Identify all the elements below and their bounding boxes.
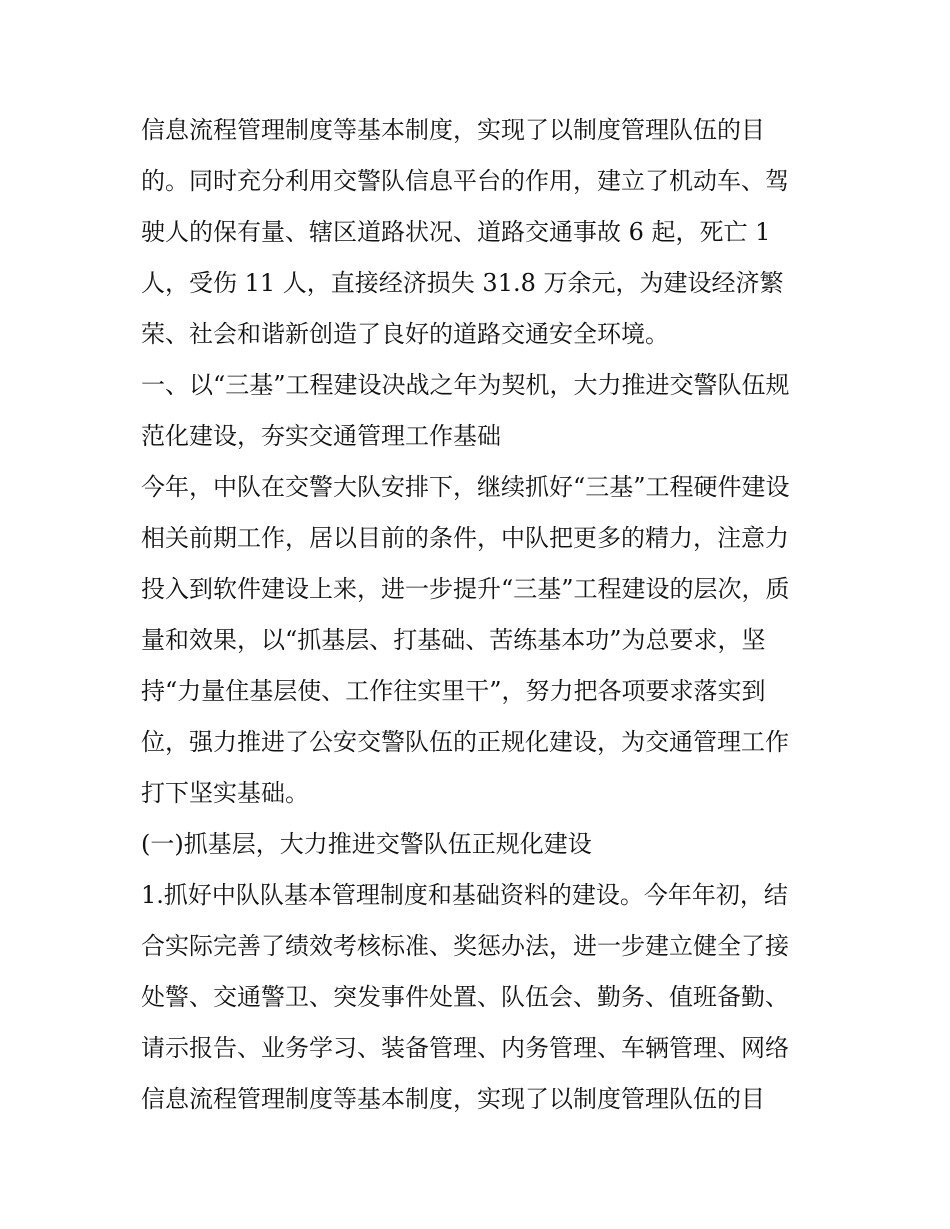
text-line: 打下坚实基础。: [141, 779, 309, 807]
text-line: 投入到软件建设上来，进一步提升“三基”工程建设的层次，质: [141, 575, 790, 603]
text-line: 人，受伤 11 人，直接经济损失 31.8 万余元，为建设经济繁: [141, 269, 784, 297]
subsection-heading: (一)抓基层，大力推进交警队伍正规化建设: [141, 830, 592, 858]
text-line: 请示报告、业务学习、装备管理、内务管理、车辆管理、网络: [141, 1034, 789, 1062]
text-line: 相关前期工作，居以目前的条件，中队把更多的精力，注意力: [141, 524, 789, 552]
text-line: 荣、社会和谐新创造了良好的道路交通安全环境。: [141, 320, 669, 348]
section-heading: 一、以“三基”工程建设决战之年为契机，大力推进交警队伍规: [141, 371, 790, 399]
text-line: 位，强力推进了公安交警队伍的正规化建设，为交通管理工作: [141, 728, 789, 756]
text-line: 今年，中队在交警大队安排下，继续抓好“三基”工程硬件建设: [141, 473, 790, 501]
text-line: 处警、交通警卫、突发事件处置、队伍会、勤务、值班备勤、: [141, 983, 789, 1011]
text-line: 信息流程管理制度等基本制度，实现了以制度管理队伍的目: [141, 1085, 765, 1113]
text-line: 量和效果，以“抓基层、打基础、苦练基本功”为总要求，坚: [141, 626, 766, 654]
text-line: 1.抓好中队队基本管理制度和基础资料的建设。今年年初，结: [141, 881, 788, 909]
text-line: 驶人的保有量、辖区道路状况、道路交通事故 6 起，死亡 1: [141, 218, 771, 246]
text-line: 信息流程管理制度等基本制度，实现了以制度管理队伍的目: [141, 116, 765, 144]
text-line: 的。同时充分利用交警队信息平台的作用，建立了机动车、驾: [141, 167, 789, 195]
section-heading: 范化建设，夯实交通管理工作基础: [141, 422, 501, 450]
text-line: 持“力量住基层使、工作往实里干”，努力把各项要求落实到: [141, 677, 766, 705]
text-line: 合实际完善了绩效考核标准、奖惩办法，进一步建立健全了接: [141, 932, 789, 960]
